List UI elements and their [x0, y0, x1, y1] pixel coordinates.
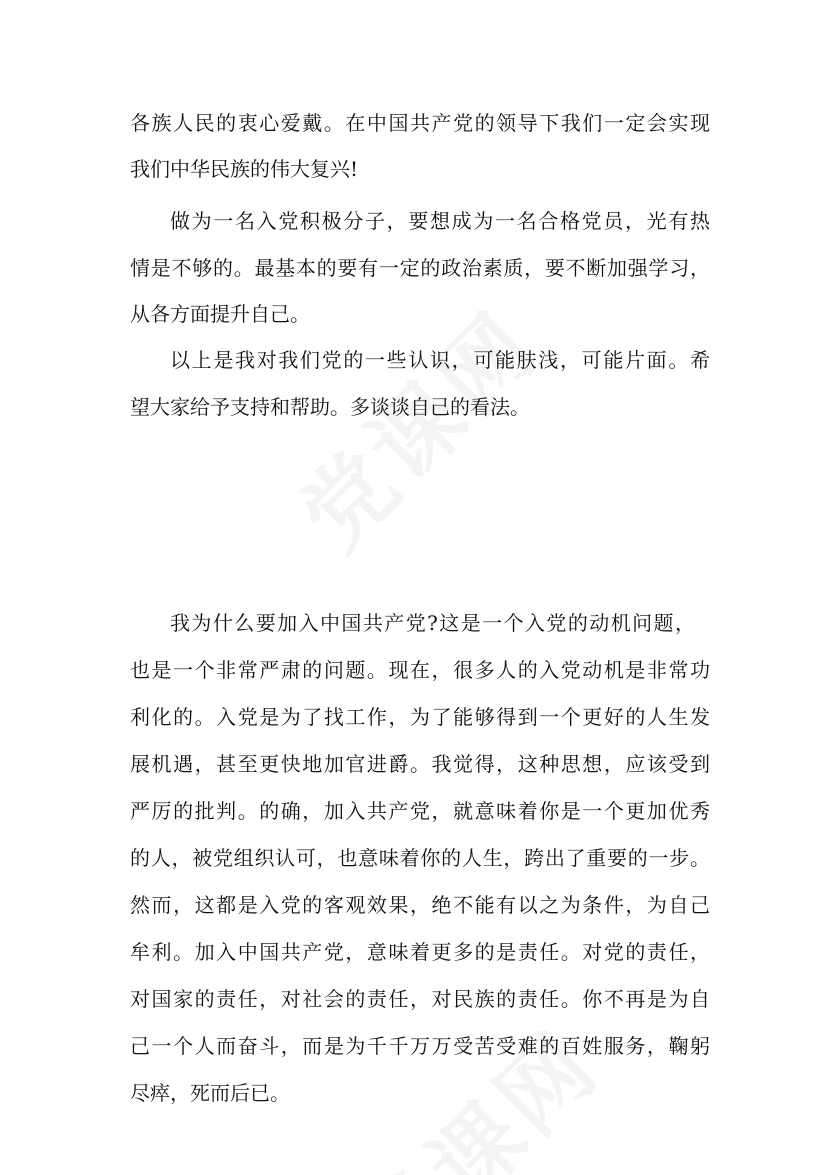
text-line: 情是不够的。最基本的要有一定的政治素质，要不断加强学习， — [130, 256, 710, 280]
text-line: 对国家的责任，对社会的责任，对民族的责任。你不再是为自 — [130, 987, 710, 1011]
text-line: 以上是我对我们党的一些认识，可能肤浅，可能片面。希 — [170, 348, 710, 372]
watermark — [266, 277, 562, 573]
text-line: 展机遇，甚至更快地加官进爵。我觉得，这种思想，应该受到 — [130, 752, 710, 776]
text-line: 尽瘁，死而后已。 — [130, 1081, 290, 1105]
text-line: 各族人民的衷心爱戴。在中国共产党的领导下我们一定会实现 — [130, 111, 710, 135]
text-line: 然而，这都是入党的客观效果，绝不能有以之为条件，为自己 — [130, 893, 710, 917]
text-line: 的人，被党组织认可，也意味着你的人生，跨出了重要的一步。 — [130, 846, 710, 870]
text-line: 我为什么要加入中国共产党?这是一个入党的动机问题， — [170, 611, 695, 635]
text-line: 望大家给予支持和帮助。多谈谈自己的看法。 — [130, 395, 530, 419]
watermark — [326, 997, 622, 1175]
text-line: 我们中华民族的伟大复兴! — [130, 157, 359, 181]
text-line: 从各方面提升自己。 — [130, 302, 310, 326]
text-line: 做为一名入党积极分子，要想成为一名合格党员，光有热 — [170, 209, 710, 233]
text-line: 己一个人而奋斗，而是为千千万万受苦受难的百姓服务，鞠躬 — [130, 1034, 710, 1058]
text-line: 也是一个非常严肃的问题。现在，很多人的入党动机是非常功 — [130, 658, 710, 682]
text-line: 利化的。入党是为了找工作，为了能够得到一个更好的人生发 — [130, 705, 710, 729]
text-line: 牟利。加入中国共产党，意味着更多的是责任。对党的责任， — [130, 940, 710, 964]
text-line: 严厉的批判。的确，加入共产党，就意味着你是一个更加优秀 — [130, 799, 710, 823]
